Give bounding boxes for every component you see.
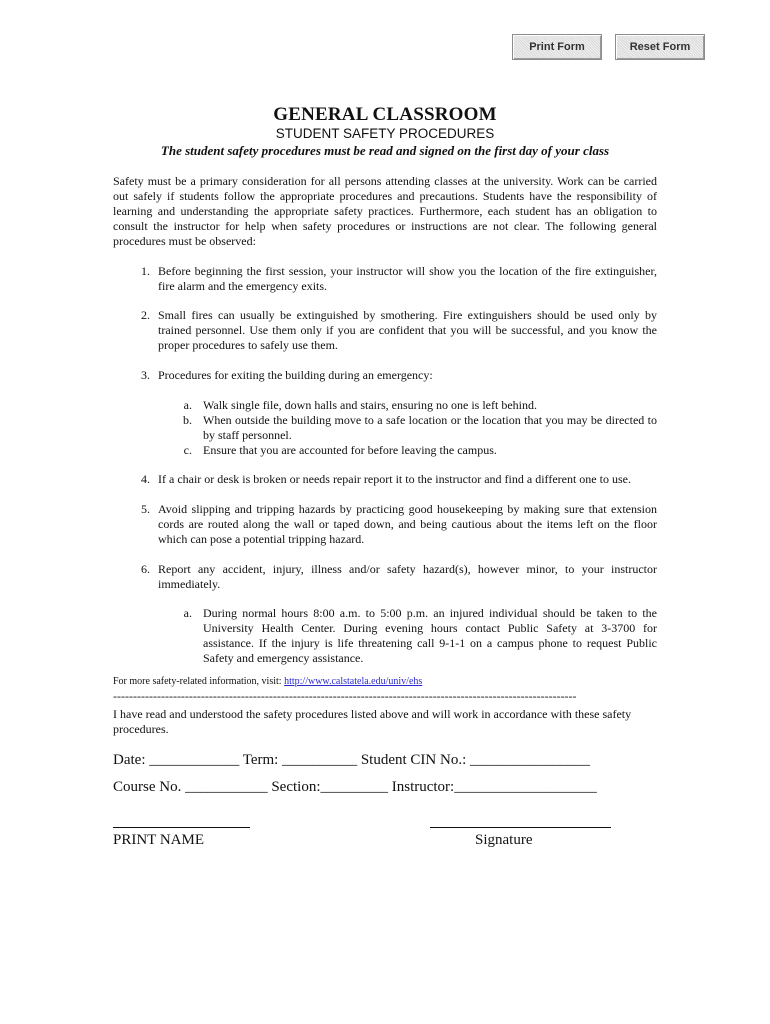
sub-item-letter: b. xyxy=(183,413,192,427)
fields-row-date-term-cin[interactable]: Date: ____________ Term: __________ Student CIN No.: ________________ xyxy=(113,752,590,768)
item-number: 3. xyxy=(141,368,150,382)
sub-item-text: Walk single file, down halls and stairs, ensuring no one is left behind. xyxy=(203,398,537,412)
print-name-line[interactable] xyxy=(113,827,250,828)
fields-row-course-section-instructor[interactable]: Course No. ___________ Section:_________ Instructor:___________________ xyxy=(113,779,597,795)
item-text: If a chair or desk is broken or needs repair report it to the instructor and find a different one to use. xyxy=(158,472,631,486)
print-form-button[interactable]: Print Form xyxy=(512,34,602,60)
page-title: GENERAL CLASSROOM xyxy=(273,104,497,125)
sub-item-letter: a. xyxy=(183,398,192,412)
sub-item-letter: c. xyxy=(183,443,192,457)
page-subtitle: STUDENT SAFETY PROCEDURES xyxy=(275,126,495,141)
item-number: 4. xyxy=(141,472,150,486)
item-number: 6. xyxy=(141,562,150,576)
page-tagline: The student safety procedures must be read and signed on the first day of your class xyxy=(160,143,610,158)
item-text: Report any accident, injury, illness and/or safety hazard(s), however minor, to your instructor immediately. xyxy=(158,562,657,591)
print-name-label: PRINT NAME xyxy=(113,832,204,848)
intro-paragraph: Safety must be a primary consideration for all persons attending classes at the university. Work can be carried out safely if students follow the appropriate procedures and precautions. Students have the responsibility of learning and understanding the appropriate safety practices. Furthermore, each student has an obligation to consult the instructor for help when safety procedures or instructions are not clear. The following general procedures must be observed: xyxy=(113,174,657,248)
acknowledgement-statement: I have read and understood the safety procedures listed above and will work in accordance with these safety procedures. xyxy=(113,707,632,736)
ehs-link[interactable]: http://www.calstatela.edu/univ/ehs xyxy=(284,676,423,687)
sub-item-letter: a. xyxy=(183,606,192,620)
signature-label: Signature xyxy=(475,832,533,848)
item-text: Procedures for exiting the building during an emergency: xyxy=(158,368,433,382)
item-number: 2. xyxy=(141,308,150,322)
item-number: 5. xyxy=(141,502,150,516)
signature-line[interactable] xyxy=(430,827,611,828)
sub-item-text: During normal hours 8:00 a.m. to 5:00 p.m. an injured individual should be taken to the University Health Center. During evening hours contact Public Safety at 3-3700 for assistance. If the injury is life threatening call 9-1-1 on a campus phone to request Public Safety and emergency assistance. xyxy=(203,606,657,665)
item-text: Before beginning the first session, your instructor will show you the location of the fire extinguisher, fire alarm and the emergency exits. xyxy=(158,264,657,293)
item-text: Small fires can usually be extinguished by smothering. Fire extinguishers should be used only by trained personnel. Use them only if you are confident that you will be successful, and you know the proper procedures to safely use them. xyxy=(158,308,657,352)
sub-item-text: Ensure that you are accounted for before leaving the campus. xyxy=(203,443,497,457)
info-line xyxy=(113,676,422,688)
info-prefix: For more safety-related information, visit: xyxy=(113,676,282,687)
sub-item-text: When outside the building move to a safe location or the location that you may be directed to by staff personnel. xyxy=(203,413,657,442)
item-number: 1. xyxy=(141,264,150,278)
separator: -------------------------------------------------------------------------------------------------------------------- xyxy=(113,690,577,702)
reset-form-button[interactable]: Reset Form xyxy=(615,34,705,60)
item-text: Avoid slipping and tripping hazards by practicing good housekeeping by making sure that extension cords are routed along the wall or taped down, and being cautious about the items left on the floor which can pose a potential tripping hazard. xyxy=(158,502,657,546)
